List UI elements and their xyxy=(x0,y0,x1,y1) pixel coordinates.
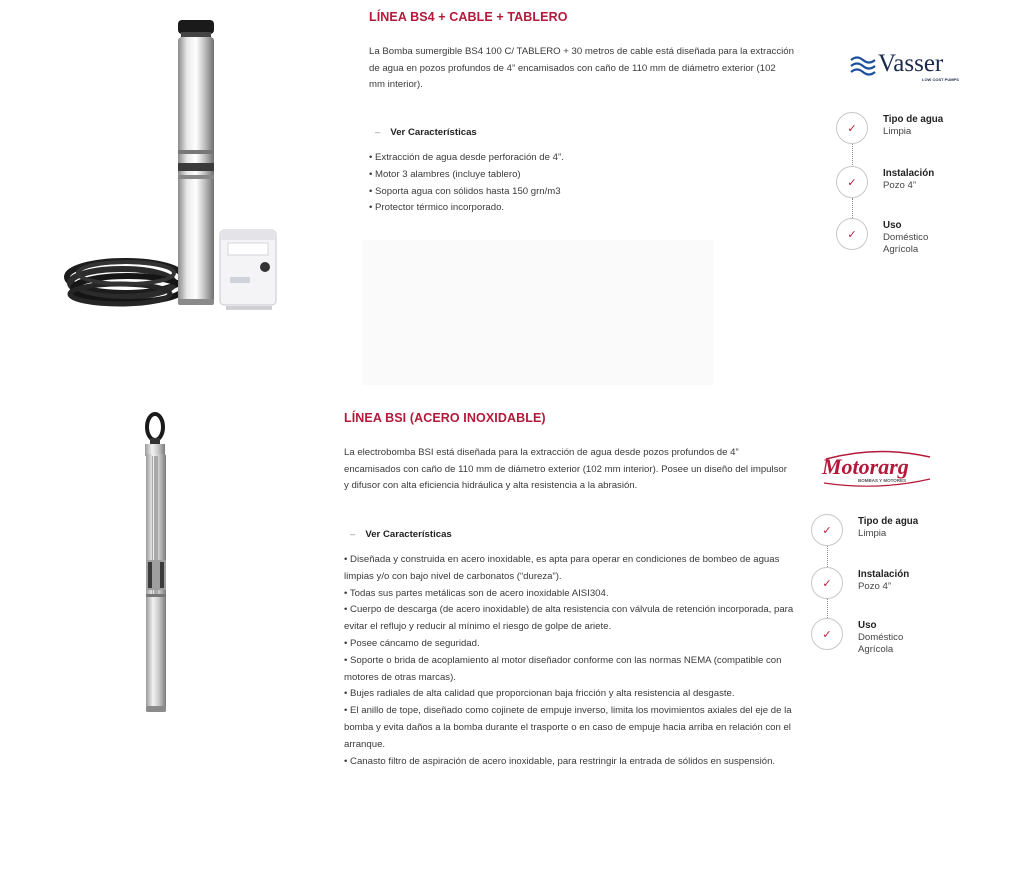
spec-connector xyxy=(827,546,828,567)
product-description: La electrobomba BSI está diseñada para la extracción de agua desde pozos profundos de 4” encamisados con caño de 110 mm de diámetro exterior (102 mm interior). Posee un diseño del impulsor y difusor con alta eficiencia hidráulica y alta resistencia a la abrasión. xyxy=(344,447,787,491)
spec-instalacion xyxy=(811,567,909,599)
check-icon: ✓ xyxy=(811,567,843,599)
spec-instalacion xyxy=(836,166,934,198)
list-item: • El anillo de tope, diseñado como cojinete de empuje inverso, limita los movimientos axiales del eje de la bomba y evita daños a la bomba durante el trasporte o en caso de empuje hacia arriba en relación con el arranque. xyxy=(344,703,796,753)
spec-value: Pozo 4” xyxy=(858,581,892,592)
spec-label: Instalación xyxy=(883,168,935,179)
ver-caracteristicas-toggle[interactable] xyxy=(375,127,477,138)
spec-value: Doméstico Agrícola xyxy=(883,232,929,255)
brand-tagline: BOMBAS Y MOTORES xyxy=(858,478,907,483)
list-item: • Diseñada y construida en acero inoxidable, es apta para operar en condiciones de bombeo de aguas limpias y/o con bajo nivel de carbonatos (“dureza”). xyxy=(344,552,796,586)
waves-icon xyxy=(850,54,876,76)
product-description: La Bomba sumergible BS4 100 C/ TABLERO + 30 metros de cable está diseñada para la extracción de agua en pozos profundos de 4” encamisados con caño de 110 mm de diámetro exterior (102 mm interior). xyxy=(369,46,794,90)
brand-name: Vasser xyxy=(878,50,944,77)
motorarg-logo xyxy=(818,447,936,489)
feature-list xyxy=(369,150,789,217)
spec-label: Uso xyxy=(858,620,877,631)
list-item: • Todas sus partes metálicas son de acero inoxidable AISI304. xyxy=(344,586,796,603)
collapse-dash-icon: – xyxy=(375,127,381,138)
check-icon: ✓ xyxy=(836,218,868,250)
spec-label: Uso xyxy=(883,220,902,231)
check-icon: ✓ xyxy=(836,112,868,144)
spec-tipo-agua xyxy=(836,112,943,144)
spec-value: Doméstico Agrícola xyxy=(858,632,904,655)
ver-caracteristicas-toggle[interactable] xyxy=(350,529,452,540)
empty-panel xyxy=(363,240,713,385)
spec-connector xyxy=(852,144,853,167)
spec-value: Pozo 4” xyxy=(883,180,917,191)
list-item: • Motor 3 alambres (incluye tablero) xyxy=(369,167,789,184)
spec-connector xyxy=(827,598,828,618)
spec-uso xyxy=(836,218,928,256)
toggle-label: Ver Características xyxy=(390,127,477,138)
vasser-logo xyxy=(850,50,960,82)
product-title: LÍNEA BS4 + CABLE + TABLERO xyxy=(369,10,568,24)
check-icon: ✓ xyxy=(836,166,868,198)
list-item: • Posee cáncamo de seguridad. xyxy=(344,636,796,653)
collapse-dash-icon: – xyxy=(350,529,356,540)
spec-value: Limpia xyxy=(858,528,887,539)
toggle-label: Ver Características xyxy=(365,529,452,540)
check-icon: ✓ xyxy=(811,514,843,546)
list-item: • Canasto filtro de aspiración de acero inoxidable, para restringir la entrada de sólidos en suspensión. xyxy=(344,754,796,771)
product-image-bsi xyxy=(128,410,188,720)
list-item: • Extracción de agua desde perforación de 4”. xyxy=(369,150,789,167)
product-title: LÍNEA BSI (ACERO INOXIDABLE) xyxy=(344,411,546,425)
feature-list xyxy=(344,552,796,770)
list-item: • Soporte o brida de acoplamiento al motor diseñador conforme con las normas NEMA (compatible con motores de otras marcas). xyxy=(344,653,796,687)
list-item: • Cuerpo de descarga (de acero inoxidable) de alta resistencia con válvula de retención incorporada, para evitar el reflujo y reducir al mínimo el riesgo de golpe de ariete. xyxy=(344,602,796,636)
brand-tagline: LOW COST PUMPS xyxy=(922,77,959,82)
spec-uso xyxy=(811,618,903,656)
list-item: • Protector térmico incorporado. xyxy=(369,200,789,217)
spec-label: Tipo de agua xyxy=(883,114,944,125)
check-icon: ✓ xyxy=(811,618,843,650)
list-item: • Soporta agua con sólidos hasta 150 grn/m3 xyxy=(369,184,789,201)
product-image-bs4 xyxy=(60,15,310,315)
list-item: • Bujes radiales de alta calidad que proporcionan baja fricción y alta resistencia al desgaste. xyxy=(344,686,796,703)
spec-value: Limpia xyxy=(883,126,912,137)
spec-label: Tipo de agua xyxy=(858,516,919,527)
spec-label: Instalación xyxy=(858,569,910,580)
spec-connector xyxy=(852,198,853,218)
spec-tipo-agua xyxy=(811,514,918,546)
brand-name: Motorarg xyxy=(822,454,909,479)
